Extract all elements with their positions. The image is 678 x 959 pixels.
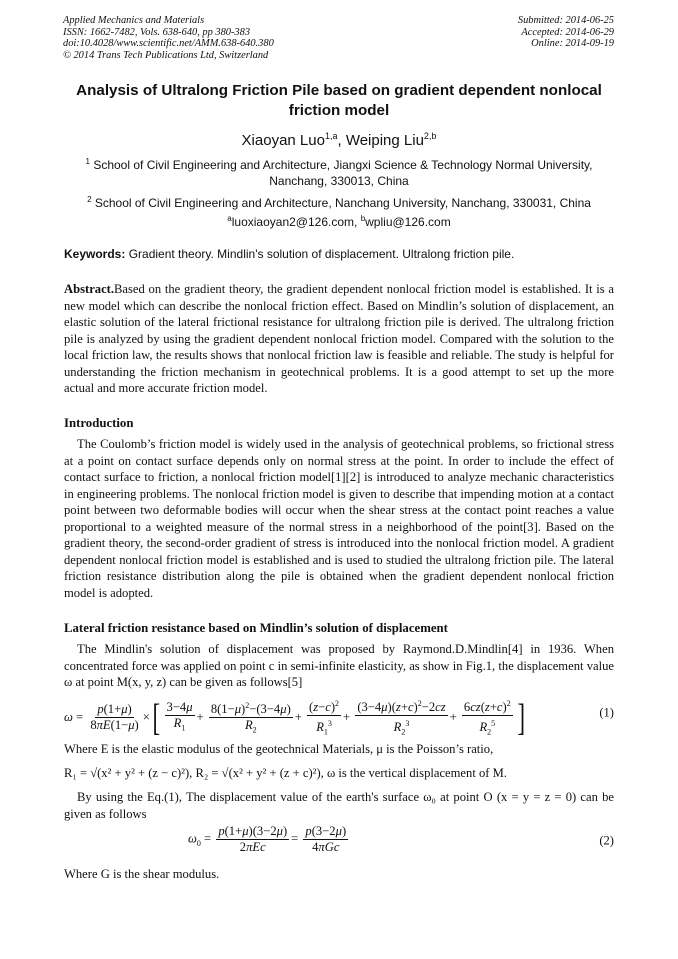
abstract	[64, 281, 614, 397]
equation-1-number: (1)	[599, 705, 614, 720]
affiliation-2	[64, 192, 614, 211]
author-1-affil: 1,a	[324, 131, 338, 141]
author-2: Weiping Liu	[345, 132, 424, 149]
email-b[interactable]: wpliu@126.com	[365, 215, 451, 229]
issn: ISSN: 1662-7482, Vols. 638-640, pp 380-383	[63, 26, 251, 38]
intro-heading: Introduction	[64, 416, 134, 430]
paper-title: Analysis of Ultralong Friction Pile based on gradient dependent nonlocal friction model	[76, 82, 602, 119]
abstract-text: Based on the gradient theory, the gradient dependent nonlocal friction model is established. It is a new model which can describe the nonlocal friction effect. Based on Mindlin’s solution of displacement, an elastic solution of the lateral frictional resistance for ultralong friction pile is derived. The ultralong friction pile is analyzed by using the gradient dependent nonlocal friction model. Compared with the solution to the local friction law, the results shows that nonlocal friction law is feasible and reliable. The study is helpful for understanding the friction mechanism in geotechnical problems. It is a good attempt to set up the more actual and more accurate friction model.	[64, 282, 614, 395]
author-emails	[0, 214, 678, 229]
section2-paragraph-2: Where E is the elastic modulus of the geotechnical Materials, μ is the Poisson’s ratio,	[64, 742, 494, 756]
keywords	[64, 247, 614, 261]
email-a[interactable]: luoxiaoyan2@126.com,	[231, 215, 361, 229]
author-2-affil: 2,b	[423, 131, 437, 141]
keywords-label: Keywords:	[64, 247, 126, 261]
equation-1: ω = $\frac{p(1+\mu)}{8\pi E(1-\mu)}$ ×[ $\frac{3-4\mu}{R_1}$ + $\frac{8(1-\mu)^2-(3-4\mu)}{R_2}$ + $\frac{(z-c)^2}{R_1^3}$ + $\frac{(3-4\mu)(z+c)^2-2cz}{R_2^3}$ + $\frac{6cz(z+c)^2}{R_2^5}$ ] (1)	[64, 696, 614, 739]
submitted-date: Submitted: 2014-06-25	[517, 15, 614, 26]
affiliation-2-text: School of Civil Engineering and Architecture, Nanchang University, Nanchang, 330031, China	[94, 196, 591, 210]
journal-header-right	[518, 15, 614, 50]
affiliation-1-num: 1	[85, 157, 90, 166]
section2-paragraph-1: The Mindlin's solution of displacement was proposed by Raymond.D.Mindlin[4] in 1936. When concentrated force was applied on point c in semi-infinite elasticity, as show in Fig.1, the displacement value ω at point M(x, y, z) can be given as follows[5]	[64, 642, 614, 689]
equation-2-number: (2)	[599, 833, 614, 848]
journal-name: Applied Mechanics and Materials	[63, 15, 205, 26]
abstract-label: Abstract.	[64, 282, 115, 296]
online-date: Online: 2014-09-19	[531, 38, 614, 49]
section2-paragraph-2b: R₁ = √(x² + y² + (z − c)²), R₂ = √(x² + y² + (z + c)²), ω is the vertical displacement of M.	[64, 766, 507, 780]
journal-header-left	[63, 15, 274, 61]
intro-paragraph: The Coulomb’s friction model is widely used in the analysis of geotechnical problems, so frictional stress at a point on contact surface depends only on normal stress at the point. In order to include the effect of contact surface to friction, a nonlocal friction model[1][2] is introduced to analyze mechanic characteristics in engineering problems. The nonlocal friction model is given to describe that impending motion at a contact point between two deformable bodies will occur when the shear stress at the contact point reaches a value proportional to a weighted measure of the normal stress in a neighborhood of the point[3]. Based on the gradient theory, the second-order gradient of stress is introduced into the nonlocal friction model. A gradient dependent nonlocal friction model is established and is used to studied the ultralong friction pile. The lateral friction resistance distribution along the pile is obtained when the gradient dependent nonlocal friction model is adopted.	[64, 437, 614, 600]
author-1: Xiaoyan Luo	[241, 132, 325, 149]
doi: doi:10.4028/www.scientific.net/AMM.638-640.380	[63, 38, 274, 49]
email-b-sup: b	[360, 214, 366, 223]
affiliation-1-text: School of Civil Engineering and Architecture, Jiangxi Science & Technology Normal University, Nanchang, 330013, China	[93, 158, 593, 188]
accepted-date: Accepted: 2014-06-29	[521, 26, 614, 38]
author-separator: ,	[337, 132, 346, 149]
section2-paragraph-4: Where G is the shear modulus.	[64, 867, 220, 881]
copyright: © 2014 Trans Tech Publications Ltd, Switzerland	[63, 49, 269, 61]
section2-heading: Lateral friction resistance based on Mindlin’s solution of displacement	[64, 621, 448, 635]
equation-2: $\omega_0$ = $\frac{p(1+\mu)(3-2\mu)}{\text{2πEc}}$ = $\frac{p(3-2\mu)}{\text{4πGc}}$ (2)	[188, 824, 614, 854]
section2-paragraph-3: By using the Eq.(1), The displacement value of the earth's surface ω₀ at point O (x = y = z = 0) can be given as follows	[64, 790, 614, 821]
authors	[0, 131, 678, 149]
affiliation-1	[64, 154, 614, 189]
keywords-text: Gradient theory. Mindlin's solution of displacement. Ultralong friction pile.	[125, 247, 515, 261]
email-a-sup: a	[227, 214, 232, 223]
affiliation-2-num: 2	[87, 195, 92, 204]
